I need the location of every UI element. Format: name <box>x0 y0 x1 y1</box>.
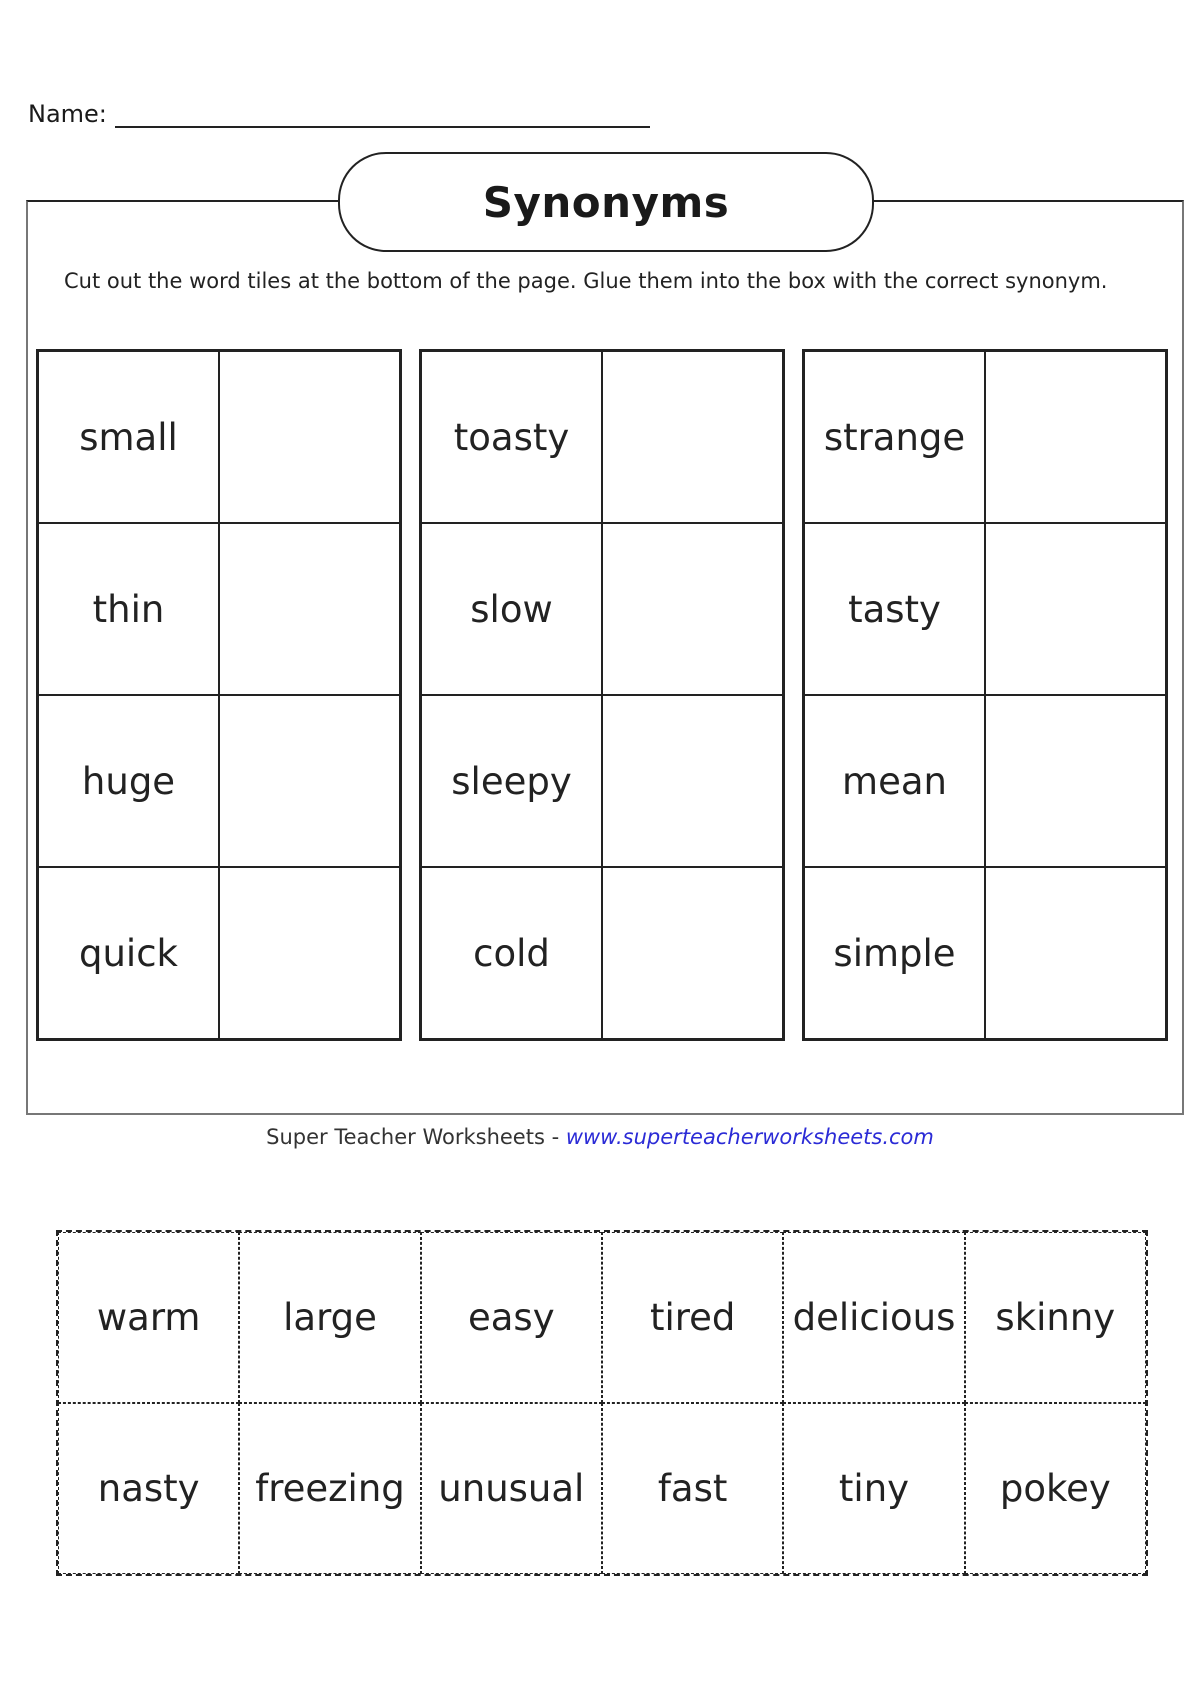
word-cell: thin <box>38 523 219 695</box>
word-cell: quick <box>38 867 219 1039</box>
word-tiles <box>56 1230 1148 1576</box>
word-cell: cold <box>421 867 602 1039</box>
name-blank-line[interactable] <box>115 104 650 128</box>
answer-box[interactable] <box>219 351 400 523</box>
word-tile[interactable]: nasty <box>58 1403 239 1574</box>
name-label: Name: <box>28 100 107 128</box>
credit-link[interactable]: www.superteacherworksheets.com <box>565 1125 934 1149</box>
word-tile[interactable]: tiny <box>783 1403 964 1574</box>
answer-box[interactable] <box>985 695 1166 867</box>
answer-box[interactable] <box>985 523 1166 695</box>
word-tile[interactable]: freezing <box>239 1403 420 1574</box>
synonym-grid-2 <box>419 349 785 1041</box>
answer-box[interactable] <box>602 695 783 867</box>
footer-credit <box>0 1125 1200 1149</box>
name-field <box>28 100 650 128</box>
answer-box[interactable] <box>219 695 400 867</box>
answer-box[interactable] <box>602 351 783 523</box>
credit-text: Super Teacher Worksheets - <box>266 1125 566 1149</box>
synonym-grid-3 <box>802 349 1168 1041</box>
word-tile[interactable]: warm <box>58 1232 239 1403</box>
word-cell: simple <box>804 867 985 1039</box>
answer-box[interactable] <box>985 867 1166 1039</box>
word-tile[interactable]: large <box>239 1232 420 1403</box>
word-cell: strange <box>804 351 985 523</box>
answer-box[interactable] <box>602 867 783 1039</box>
synonym-grid-1 <box>36 349 402 1041</box>
instructions: Cut out the word tiles at the bottom of the page. Glue them into the box with the correct synonym. <box>64 269 1108 293</box>
answer-box[interactable] <box>602 523 783 695</box>
word-tile[interactable]: fast <box>602 1403 783 1574</box>
word-tile[interactable]: unusual <box>421 1403 602 1574</box>
word-cell: toasty <box>421 351 602 523</box>
word-tile[interactable]: skinny <box>965 1232 1146 1403</box>
word-tile[interactable]: pokey <box>965 1403 1146 1574</box>
word-cell: huge <box>38 695 219 867</box>
answer-box[interactable] <box>219 523 400 695</box>
word-cell: tasty <box>804 523 985 695</box>
word-tile[interactable]: tired <box>602 1232 783 1403</box>
title-text: Synonyms <box>482 177 730 227</box>
word-cell: mean <box>804 695 985 867</box>
word-tile[interactable]: delicious <box>783 1232 964 1403</box>
word-cell: small <box>38 351 219 523</box>
word-cell: sleepy <box>421 695 602 867</box>
answer-box[interactable] <box>219 867 400 1039</box>
word-cell: slow <box>421 523 602 695</box>
answer-box[interactable] <box>985 351 1166 523</box>
word-tile[interactable]: easy <box>421 1232 602 1403</box>
worksheet-title <box>338 152 874 252</box>
